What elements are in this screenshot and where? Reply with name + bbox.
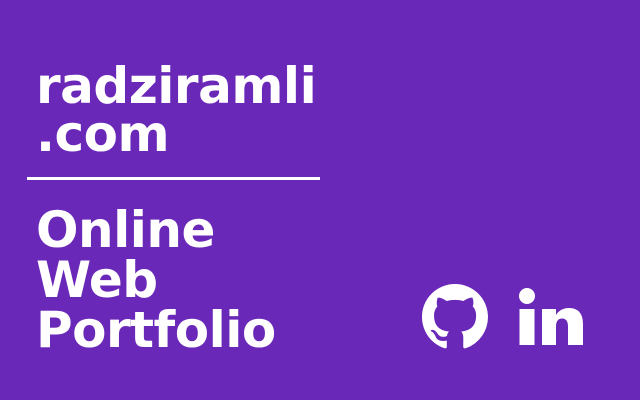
github-link[interactable] (422, 284, 488, 350)
linkedin-icon (518, 287, 584, 347)
linkedin-link[interactable] (518, 287, 584, 347)
divider (27, 177, 320, 180)
tagline (36, 201, 276, 359)
github-icon (422, 284, 488, 350)
domain-line-name: radziramli (36, 57, 317, 115)
tagline-line-3: Portfolio (36, 301, 276, 359)
site-domain (36, 57, 317, 163)
domain-line-tld: .com (36, 105, 170, 163)
tagline-line-2: Web (36, 251, 158, 309)
tagline-line-1: Online (36, 201, 215, 259)
social-links (422, 284, 584, 350)
